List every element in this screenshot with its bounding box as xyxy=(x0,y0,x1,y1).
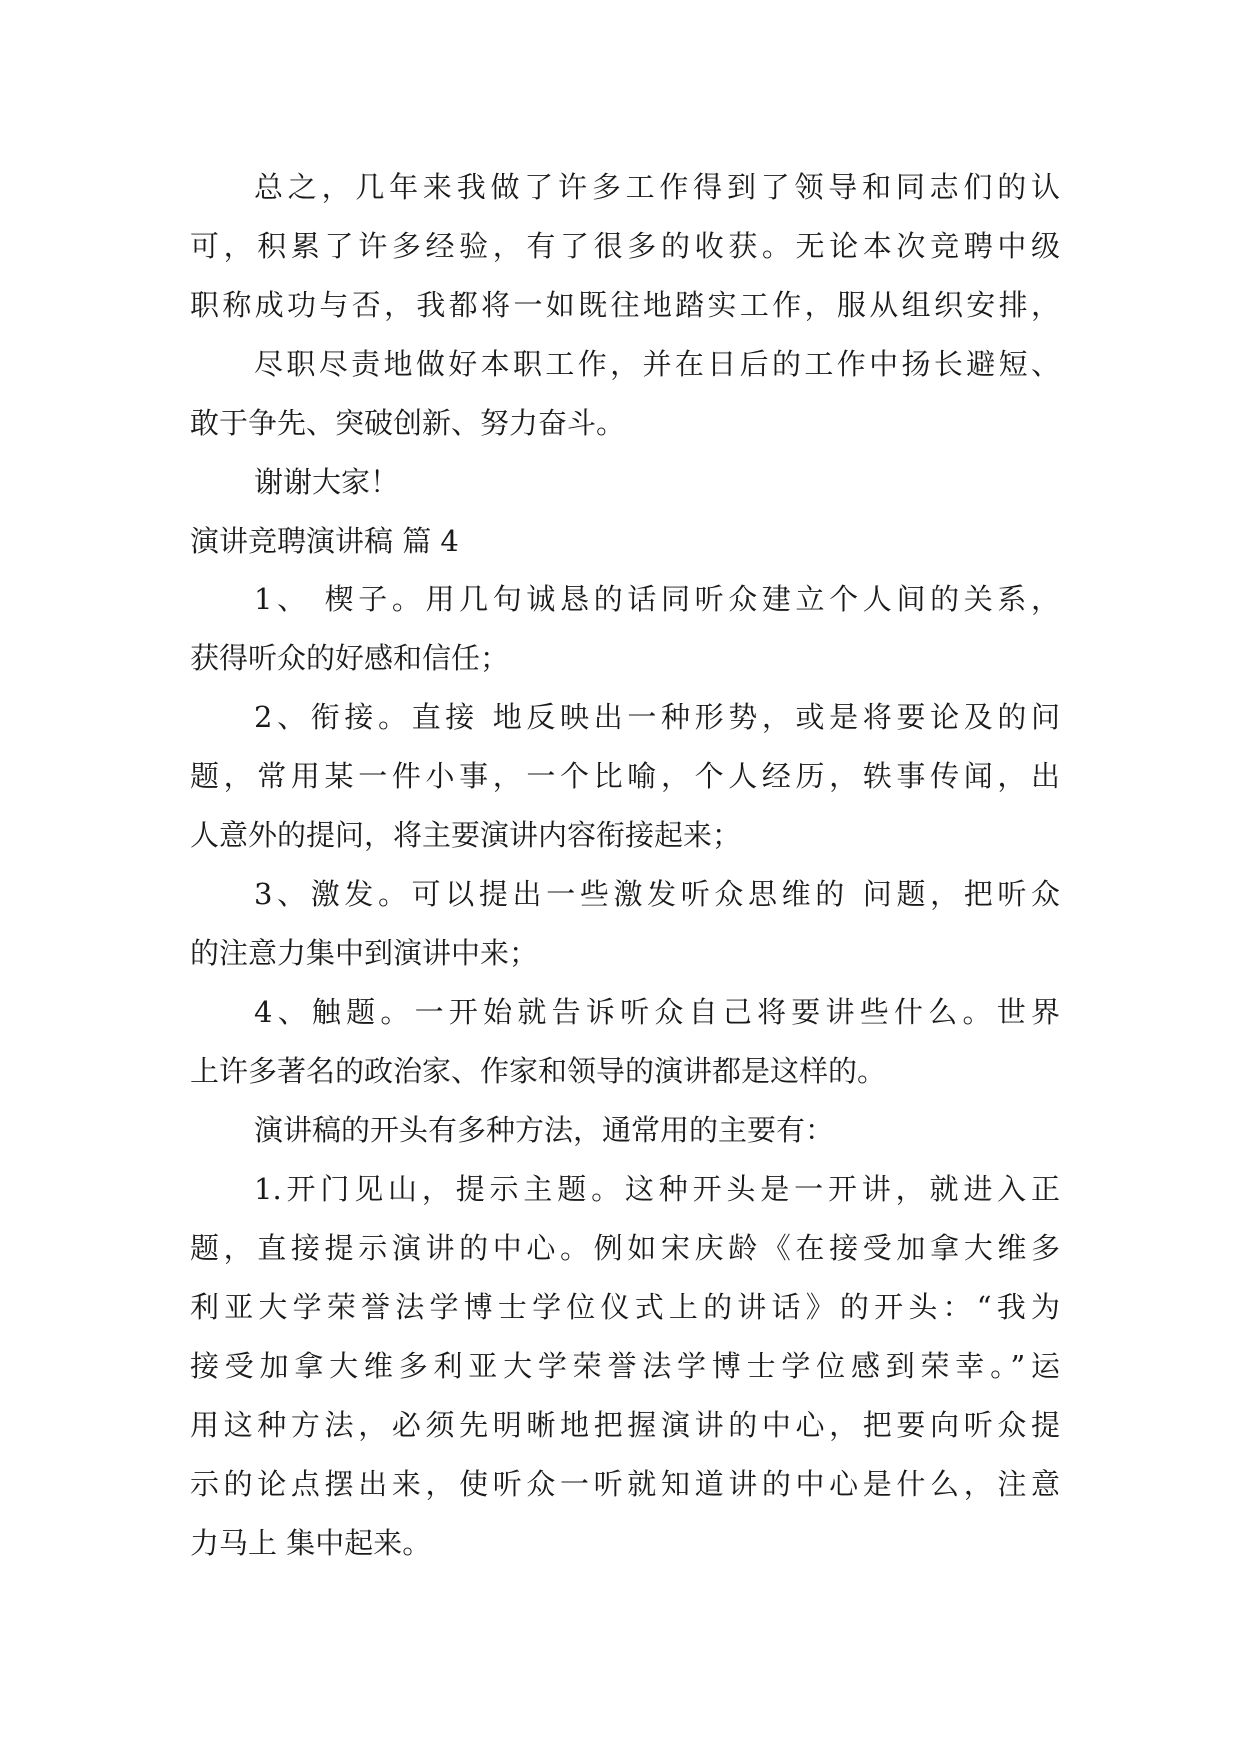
text-line: 示的论点摆出来，使听众一听就知道讲的中心是什么，注意 xyxy=(190,1467,1060,1501)
text-line: 敢于争先、突破创新、努力奋斗。 xyxy=(190,406,626,440)
text-line: 利亚大学荣誉法学博士学位仪式上的讲话》的开头：“我为 xyxy=(190,1290,1060,1324)
text-line: 1、 楔子。用几句诚恳的话同听众建立个人间的关系， xyxy=(254,582,1060,616)
section-heading: 演讲竞聘演讲稿 篇 4 xyxy=(190,524,459,558)
text-line: 接受加拿大维多利亚大学荣誉法学博士学位感到荣幸。”运 xyxy=(190,1349,1060,1383)
text-line: 题，直接提示演讲的中心。例如宋庆龄《在接受加拿大维多 xyxy=(190,1231,1060,1265)
text-line: 力马上 集中起来。 xyxy=(190,1526,432,1560)
text-line: 的注意力集中到演讲中来； xyxy=(190,936,539,970)
text-line: 3、激发。可以提出一些激发听众思维的 问题，把听众 xyxy=(254,877,1060,911)
text-line: 1.开门见山，提示主题。这种开头是一开讲，就进入正 xyxy=(254,1172,1060,1206)
text-line: 获得听众的好感和信任； xyxy=(190,641,510,675)
text-line: 谢谢大家！ xyxy=(254,465,400,499)
text-line: 用这种方法，必须先明晰地把握演讲的中心，把要向听众提 xyxy=(190,1408,1060,1442)
text-line: 尽职尽责地做好本职工作，并在日后的工作中扬长避短、 xyxy=(254,347,1060,381)
text-line: 上许多著名的政治家、作家和领导的演讲都是这样的。 xyxy=(190,1054,887,1088)
document-body xyxy=(190,158,1060,1573)
text-line: 2、衔接。直接 地反映出一种形势，或是将要论及的问 xyxy=(254,700,1060,734)
text-line: 题，常用某一件小事，一个比喻，个人经历，轶事传闻，出 xyxy=(190,759,1060,793)
text-line: 演讲稿的开头有多种方法，通常用的主要有： xyxy=(254,1113,835,1147)
text-line: 人意外的提问，将主要演讲内容衔接起来； xyxy=(190,818,742,852)
text-line: 4、触题。一开始就告诉听众自己将要讲些什么。世界 xyxy=(254,995,1060,1029)
text-line: 总之，几年来我做了许多工作得到了领导和同志们的认 xyxy=(254,170,1060,204)
text-line: 可，积累了许多经验，有了很多的收获。无论本次竞聘中级 xyxy=(190,229,1060,263)
text-line: 职称成功与否，我都将一如既往地踏实工作，服从组织安排， xyxy=(190,288,1060,322)
